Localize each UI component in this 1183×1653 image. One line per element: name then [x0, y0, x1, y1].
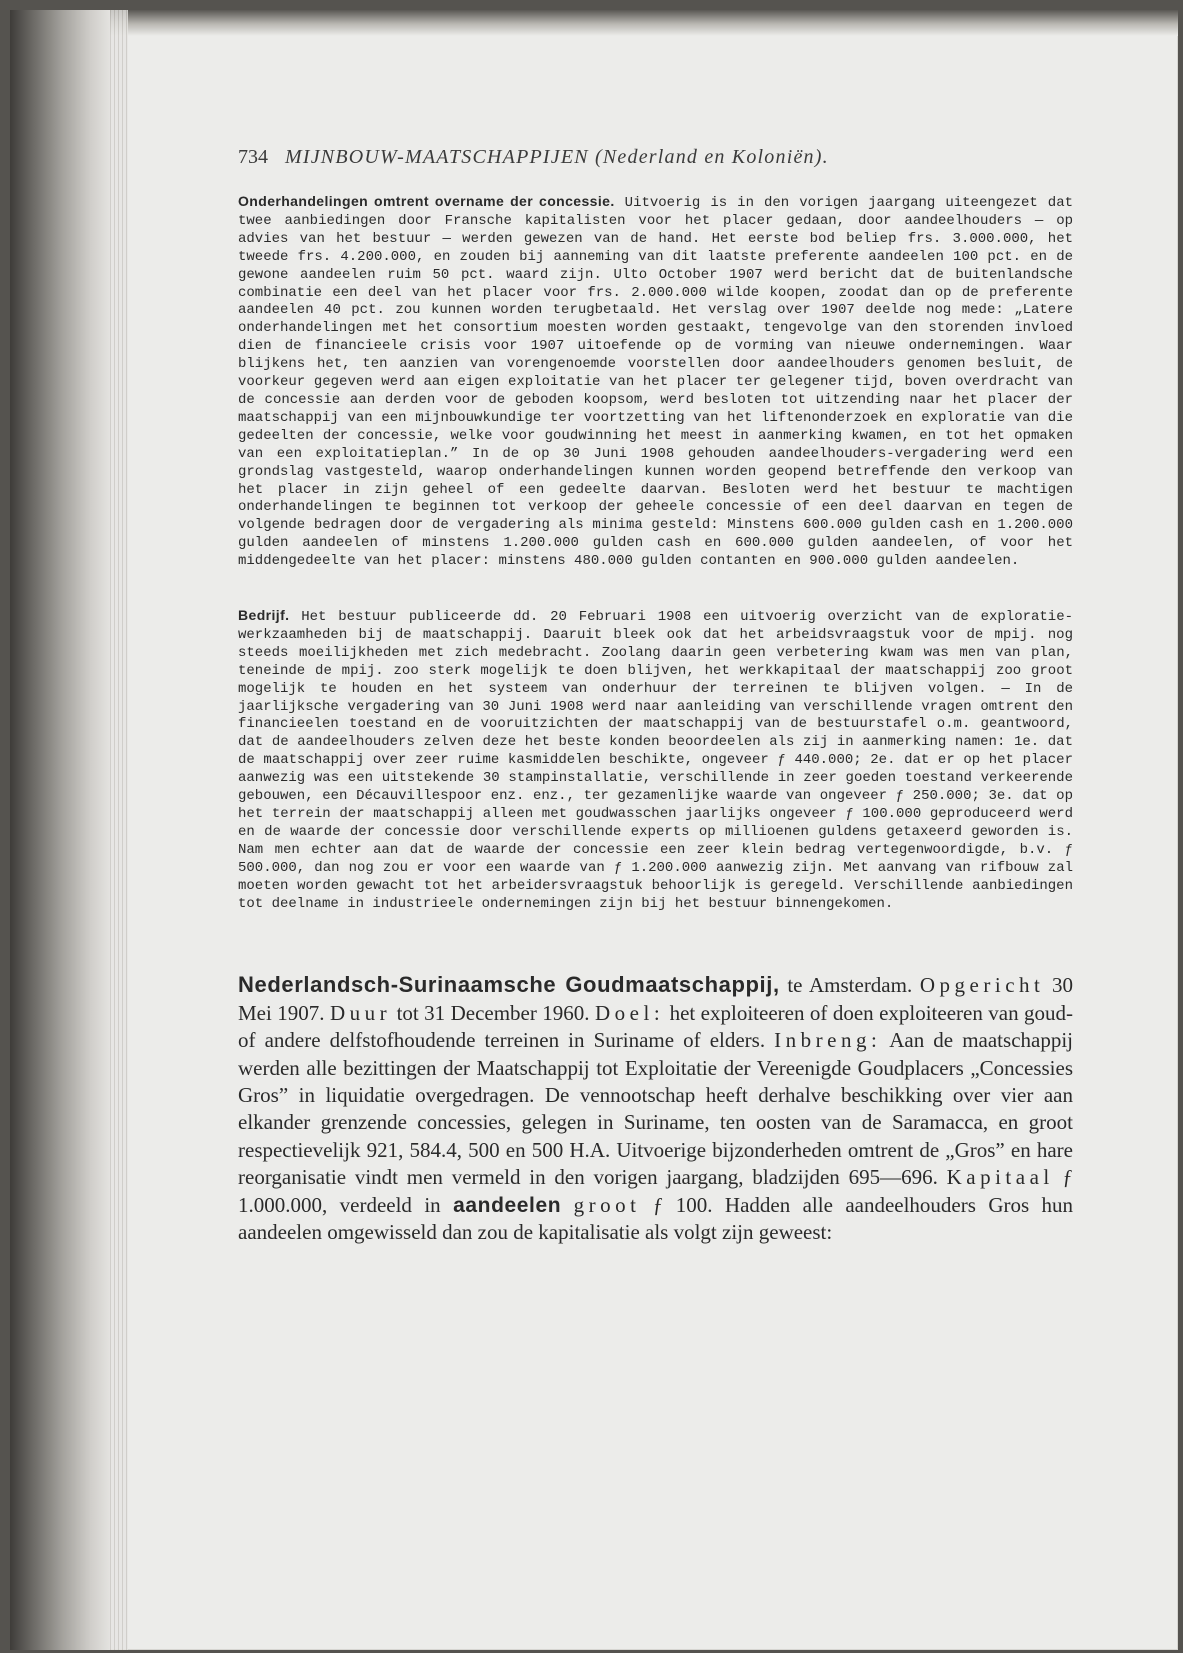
book-page [10, 10, 1178, 1650]
company-location: te Amsterdam. [787, 973, 913, 998]
inbreng-value: Aan de maatschappij werden alle bezittingen der Maatschappij tot Exploitatie der Vereenigde Goudplacers „Concessies Gros” in liquidatie overgedragen. De vennootschap heeft derhalve beschikking over vier aan elkander grenzende concessies, gelegen in Suriname, ten oosten van de Saramacca, en groot respectievelijk 921, 584.4, 500 en 500 H.A. Uitvoerige bijzonderheden omtrent de „Gros” en hare reorganisatie vindt men vermeld in den vorigen jaargang, bladzijden 695—696. [238, 1028, 1074, 1190]
aandeelen-label: aandeelen [453, 1193, 562, 1217]
page-edge-lines [110, 10, 128, 1650]
groot-label: groot [573, 1192, 641, 1217]
section-heading-overname: Onderhandelingen omtrent overname der concessie. [238, 193, 615, 209]
kapitaal-label: Kapitaal [946, 1165, 1054, 1190]
section-body-overname: Uitvoerig is in den vorigen jaargang uiteengezet dat twee aanbiedingen door Fransche kapitalisten voor het placer gedaan, door aandeelhouders — op advies van het bestuur — werden gewezen van de hand. Het eerste bod beliep frs. 3.000.000, het tweede frs. 4.200.000, en zouden bij aanneming van dit laatste preferente aandeelen 100 pct. en de gewone aandeelen ruim 50 pct. waard zijn. Ulto October 1907 werd bericht dat de buitenlandsche combinatie een deel van het placer voor frs. 2.000.000 wilde koopen, zoodat dan op de preferente aandeelen 40 pct. zou kunnen worden terugbetaald. Het verslag over 1907 deelde nog mede: „Latere onderhandelingen met het consortium moesten worden gestaakt, tengevolge van den storenden invloed dien de financieele crisis voor 1907 uitoefende op de vorming van nieuwe ondernemingen. Waar blijkens het, ten aanzien van vorengenoemde voorstellen door aandeelhouders genomen besluit, de voorkeur gegeven werd aan eigen exploitatie van het placer ter gelegener tijd, boven overdracht van de concessie aan derden voor de geboden koopsom, werd besloten tot uitzending naar het placer der maatschappij van een mijnbouwkundige ter voortzetting van het liftenonderzoek en exploratie van die gedeelten der concessie, welke voor goudwinning het meest in aanmerking kwamen, en tot het opmaken van een exploitatieplan.” In de op 30 Juni 1908 gehouden aandeelhouders-vergadering werd een grondslag vastgesteld, waarop onderhandelingen kunnen worden geopend betreffende den verkoop van het placer in zijn geheel of een gedeelte daarvan. Besloten werd het bestuur te machtigen onderhandelingen te beginnen tot verkoop der geheele concessie of een deel daarvan en tegen de volgende bedragen door de vergadering als minima gesteld: Minstens 600.000 gulden cash en 1.200.000 gulden aandeelen of minstens 1.200.000 gulden cash en 600.000 gulden aandeelen, of voor het middengedeelte van het placer: minstens 480.000 gulden contanten en 900.000 gulden aandeelen. [238, 195, 1073, 570]
section-body-bedrijf: Het bestuur publiceerde dd. 20 Februari 1908 een uitvoerig overzicht van de exploratie-werkzaamheden bij de maatschappij. Daaruit bleek ook dat het arbeidsvraagstuk voor de mpij. nog steeds moeilijkheden met zich medebracht. Zoolang daarin geen verbetering kwam was men van plan, teneinde de mpij. zoo sterk mogelijk te doen blijven, het werkkapitaal der maatschappij zoo groot mogelijk te houden en het systeem van onderhuur der terreinen te blijven volgen. — In de jaarlijksche vergadering van 30 Juni 1908 werd naar aanleiding van verschillende vragen omtrent den financieelen toestand en de vooruitzichten der maatschappij van de bestuurstafel o.m. geantwoord, dat de aandeelhouders zelven deze het beste konden beoordeelen als zij in aanmerking namen: 1e. dat de maatschappij over zeer ruime kasmiddelen beschikte, ongeveer ƒ 440.000; 2e. dat er op het placer aanwezig was een uitstekende 30 stampinstallatie, verschillende in zeer goeden toestand verkeerende gebouwen, een Décauvillespoor enz. enz., ter gezamenlijke waarde van ongeveer ƒ 250.000; 3e. dat op het terrein der maatschappij alleen met goudwasschen jaarlijks ongeveer ƒ 100.000 geproduceerd werd en de waarde der concessie door verschillende experts op millioenen guldens getaxeerd geworden is. Nam men echter aan dat de waarde der concessie een zeer klein bedrag vertegenwoordigde, b.v. ƒ 500.000, dan nog zou er voor een waarde van ƒ 1.200.000 aanwezig zijn. Met aanvang van rifbouw zal moeten worden gewacht tot het arbeidersvraagstuk behoorlijk is geregeld. Verschillende aanbiedingen tot deelname in industrieele ondernemingen zijn bij het bestuur binnengekomen. [238, 609, 1074, 912]
running-header [238, 146, 1073, 169]
doel-label: Doel: [595, 1000, 665, 1025]
section-overname-concessie [238, 193, 1073, 571]
book-gutter-shadow [10, 10, 110, 1650]
duur-label: Duur [329, 1000, 392, 1025]
section-heading-bedrijf: Bedrijf. [238, 607, 290, 624]
duur-value: tot 31 December 1960. [396, 1000, 590, 1025]
company-name: Nederlandsch-Surinaamsche Goudmaatschappij, [238, 972, 780, 998]
closing-sentence: Hadden alle aandeelhouders Gros hun aandeelen omgewisseld dan zou de kapitalisatie als volgt zijn geweest: [238, 1192, 1074, 1245]
doel-value: het exploiteeren of doen exploiteeren van goud- of andere delfstofhoudende terreinen in Suriname of elders. [238, 1000, 1074, 1053]
page-top-edge [10, 10, 1178, 36]
section-bedrijf [238, 607, 1073, 913]
kapitaal-value: ƒ 1.000.000, verdeeld in [238, 1165, 1074, 1217]
page-number: 734 [238, 146, 268, 168]
opgericht-label: Opgericht [919, 973, 1045, 998]
opgericht-value: 30 Mei 1907. [238, 973, 1074, 1025]
running-title: MIJNBOUW-MAATSCHAPPIJEN (Nederland en Koloniën). [285, 146, 829, 168]
page-content [238, 146, 1073, 1247]
groot-value: ƒ 100. [652, 1192, 713, 1217]
company-entry [238, 971, 1073, 1246]
inbreng-label: Inbreng: [774, 1028, 882, 1053]
